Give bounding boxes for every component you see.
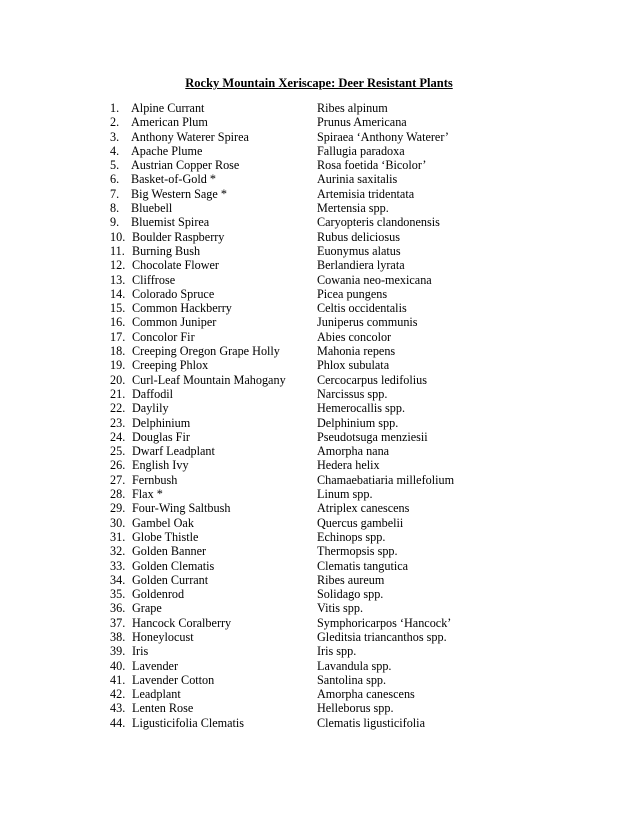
list-item xyxy=(110,701,550,715)
plant-number: 43. xyxy=(110,701,126,716)
list-item xyxy=(110,187,550,201)
plant-scientific-name: Symphoricarpos ‘Hancock’ xyxy=(317,615,452,630)
list-item xyxy=(110,215,550,229)
list-item xyxy=(110,130,550,144)
plant-number: 24. xyxy=(110,429,126,444)
plant-number: 7. xyxy=(110,186,120,201)
plant-number: 34. xyxy=(110,572,126,587)
plant-scientific-name: Quercus gambelii xyxy=(317,515,404,530)
list-item xyxy=(110,258,550,272)
plant-common-name: Hancock Coralberry xyxy=(132,615,232,630)
plant-scientific-name: Helleborus spp. xyxy=(317,701,394,716)
plant-number: 31. xyxy=(110,529,126,544)
plant-common-name: Common Juniper xyxy=(132,315,217,330)
plant-common-name: Goldenrod xyxy=(132,587,185,602)
list-item xyxy=(110,273,550,287)
plant-scientific-name: Chamaebatiaria millefolium xyxy=(317,472,455,487)
list-item xyxy=(110,601,550,615)
plant-common-name: American Plum xyxy=(131,115,208,130)
list-item xyxy=(110,501,550,515)
plant-scientific-name: Cercocarpus ledifolius xyxy=(317,372,427,387)
list-item xyxy=(110,516,550,530)
plant-scientific-name: Iris spp. xyxy=(317,644,357,659)
list-item xyxy=(110,616,550,630)
list-item xyxy=(110,230,550,244)
list-item xyxy=(110,144,550,158)
list-item xyxy=(110,358,550,372)
list-item xyxy=(110,716,550,730)
plant-scientific-name: Mahonia repens xyxy=(317,344,396,359)
list-item xyxy=(110,530,550,544)
plant-scientific-name: Hedera helix xyxy=(317,458,380,473)
plant-scientific-name: Rosa foetida ‘Bicolor’ xyxy=(317,158,427,173)
plant-scientific-name: Mertensia spp. xyxy=(317,201,389,216)
plant-scientific-name: Clematis ligusticifolia xyxy=(317,715,425,730)
plant-scientific-name: Narcissus spp. xyxy=(317,386,388,401)
plant-number: 5. xyxy=(110,158,120,173)
list-item xyxy=(110,344,550,358)
plant-number: 19. xyxy=(110,358,126,373)
plant-common-name: English Ivy xyxy=(132,458,189,473)
list-item xyxy=(110,673,550,687)
plant-common-name: Big Western Sage * xyxy=(131,186,227,201)
plant-number: 2. xyxy=(110,115,120,130)
list-item xyxy=(110,644,550,658)
list-item xyxy=(110,487,550,501)
plant-number: 1. xyxy=(110,101,120,115)
plant-common-name: Douglas Fir xyxy=(132,429,190,444)
plant-number: 15. xyxy=(110,301,126,316)
plant-scientific-name: Amorpha nana xyxy=(317,444,390,459)
plant-common-name: Burning Bush xyxy=(132,243,201,258)
plant-number: 39. xyxy=(110,644,126,659)
plant-number: 21. xyxy=(110,386,126,401)
list-item xyxy=(110,387,550,401)
plant-common-name: Dwarf Leadplant xyxy=(132,444,215,459)
plant-scientific-name: Abies concolor xyxy=(317,329,392,344)
plant-common-name: Alpine Currant xyxy=(131,101,205,115)
plant-common-name: Concolor Fir xyxy=(132,329,195,344)
plant-scientific-name: Santolina spp. xyxy=(317,672,387,687)
plant-common-name: Bluemist Spirea xyxy=(131,215,210,230)
plant-scientific-name: Echinops spp. xyxy=(317,529,386,544)
plant-common-name: Globe Thistle xyxy=(132,529,199,544)
plant-scientific-name: Gleditsia triancanthos spp. xyxy=(317,629,447,644)
plant-scientific-name: Thermopsis spp. xyxy=(317,544,398,559)
plant-common-name: Fernbush xyxy=(132,472,178,487)
plant-common-name: Iris xyxy=(132,644,149,659)
plant-common-name: Colorado Spruce xyxy=(132,286,215,301)
plant-number: 44. xyxy=(110,715,126,730)
plant-number: 14. xyxy=(110,286,126,301)
plant-common-name: Creeping Oregon Grape Holly xyxy=(132,344,280,359)
plant-common-name: Apache Plume xyxy=(131,143,203,158)
plant-number: 26. xyxy=(110,458,126,473)
list-item xyxy=(110,687,550,701)
plant-common-name: Golden Clematis xyxy=(132,558,215,573)
list-item xyxy=(110,158,550,172)
plant-scientific-name: Euonymus alatus xyxy=(317,243,401,258)
plant-number: 37. xyxy=(110,615,126,630)
plant-number: 8. xyxy=(110,201,120,216)
plant-scientific-name: Celtis occidentalis xyxy=(317,301,407,316)
plant-common-name: Boulder Raspberry xyxy=(132,229,225,244)
plant-scientific-name: Phlox subulata xyxy=(317,358,390,373)
plant-scientific-name: Pseudotsuga menziesii xyxy=(317,429,428,444)
plant-common-name: Austrian Copper Rose xyxy=(131,158,240,173)
plant-common-name: Daylily xyxy=(132,401,169,416)
list-item xyxy=(110,244,550,258)
plant-number: 9. xyxy=(110,215,120,230)
plant-number: 3. xyxy=(110,129,120,144)
plant-number: 13. xyxy=(110,272,126,287)
plant-number: 28. xyxy=(110,487,126,502)
plant-scientific-name: Vitis spp. xyxy=(317,601,363,616)
plant-common-name: Basket-of-Gold * xyxy=(131,172,216,187)
plant-number: 6. xyxy=(110,172,120,187)
list-item xyxy=(110,401,550,415)
plant-common-name: Anthony Waterer Spirea xyxy=(131,129,249,144)
list-item xyxy=(110,659,550,673)
list-item xyxy=(110,315,550,329)
plant-number: 12. xyxy=(110,258,126,273)
plant-scientific-name: Rubus deliciosus xyxy=(317,229,400,244)
plant-common-name: Gambel Oak xyxy=(132,515,194,530)
plant-scientific-name: Picea pungens xyxy=(317,286,388,301)
plant-number: 29. xyxy=(110,501,126,516)
plant-scientific-name: Clematis tangutica xyxy=(317,558,409,573)
list-item xyxy=(110,287,550,301)
plant-scientific-name: Ribes alpinum xyxy=(317,101,388,115)
plant-scientific-name: Amorpha canescens xyxy=(317,687,415,702)
plant-scientific-name: Hemerocallis spp. xyxy=(317,401,405,416)
plant-common-name: Golden Currant xyxy=(132,572,209,587)
list-item xyxy=(110,587,550,601)
plant-number: 25. xyxy=(110,444,126,459)
plant-common-name: Golden Banner xyxy=(132,544,207,559)
plant-common-name: Ligusticifolia Clematis xyxy=(132,715,245,730)
plant-common-name: Lavender Cotton xyxy=(132,672,215,687)
plant-number: 40. xyxy=(110,658,126,673)
list-item xyxy=(110,559,550,573)
plant-number: 30. xyxy=(110,515,126,530)
list-item xyxy=(110,101,550,115)
plant-number: 27. xyxy=(110,472,126,487)
plant-common-name: Flax * xyxy=(132,487,163,502)
plant-common-name: Grape xyxy=(132,601,162,616)
plant-number: 10. xyxy=(110,229,126,244)
list-item xyxy=(110,201,550,215)
plant-number: 33. xyxy=(110,558,126,573)
list-item xyxy=(110,172,550,186)
plant-number: 36. xyxy=(110,601,126,616)
plant-number: 20. xyxy=(110,372,126,387)
list-item xyxy=(110,458,550,472)
plant-scientific-name: Fallugia paradoxa xyxy=(317,143,405,158)
plant-number: 22. xyxy=(110,401,126,416)
list-item xyxy=(110,115,550,129)
plant-scientific-name: Delphinium spp. xyxy=(317,415,399,430)
plant-common-name: Common Hackberry xyxy=(132,301,232,316)
plant-common-name: Honeylocust xyxy=(132,629,194,644)
plant-common-name: Delphinium xyxy=(132,415,191,430)
plant-number: 11. xyxy=(110,243,125,258)
plant-scientific-name: Artemisia tridentata xyxy=(317,186,415,201)
plant-common-name: Cliffrose xyxy=(132,272,176,287)
plant-scientific-name: Atriplex canescens xyxy=(317,501,410,516)
plant-scientific-name: Ribes aureum xyxy=(317,572,385,587)
plant-number: 35. xyxy=(110,587,126,602)
plant-number: 42. xyxy=(110,687,126,702)
plant-common-name: Bluebell xyxy=(131,201,173,216)
plant-scientific-name: Juniperus communis xyxy=(317,315,418,330)
plant-number: 4. xyxy=(110,143,120,158)
plant-common-name: Creeping Phlox xyxy=(132,358,209,373)
list-item xyxy=(110,330,550,344)
plant-scientific-name: Aurinia saxitalis xyxy=(317,172,398,187)
plant-scientific-name: Cowania neo-mexicana xyxy=(317,272,432,287)
plant-number: 23. xyxy=(110,415,126,430)
list-item xyxy=(110,544,550,558)
list-item xyxy=(110,473,550,487)
plant-scientific-name: Caryopteris clandonensis xyxy=(317,215,440,230)
plant-common-name: Chocolate Flower xyxy=(132,258,219,273)
plant-number: 38. xyxy=(110,629,126,644)
list-item xyxy=(110,301,550,315)
plant-number: 17. xyxy=(110,329,126,344)
plant-scientific-name: Linum spp. xyxy=(317,487,373,502)
list-item xyxy=(110,430,550,444)
list-item xyxy=(110,630,550,644)
plant-common-name: Four-Wing Saltbush xyxy=(132,501,231,516)
plant-common-name: Curl-Leaf Mountain Mahogany xyxy=(132,372,286,387)
plant-list xyxy=(110,101,550,730)
plant-common-name: Lenten Rose xyxy=(132,701,194,716)
list-item xyxy=(110,373,550,387)
list-item xyxy=(110,573,550,587)
plant-scientific-name: Spiraea ‘Anthony Waterer’ xyxy=(317,129,449,144)
plant-number: 18. xyxy=(110,344,126,359)
plant-number: 41. xyxy=(110,672,126,687)
plant-number: 32. xyxy=(110,544,126,559)
plant-scientific-name: Solidago spp. xyxy=(317,587,384,602)
list-item xyxy=(110,416,550,430)
plant-common-name: Daffodil xyxy=(132,386,174,401)
plant-common-name: Lavender xyxy=(132,658,179,673)
plant-scientific-name: Lavandula spp. xyxy=(317,658,392,673)
plant-scientific-name: Prunus Americana xyxy=(317,115,407,130)
list-item xyxy=(110,444,550,458)
plant-number: 16. xyxy=(110,315,126,330)
page-title: Rocky Mountain Xeriscape: Deer Resistant Plants xyxy=(185,76,453,90)
plant-scientific-name: Berlandiera lyrata xyxy=(317,258,405,273)
plant-common-name: Leadplant xyxy=(132,687,181,702)
